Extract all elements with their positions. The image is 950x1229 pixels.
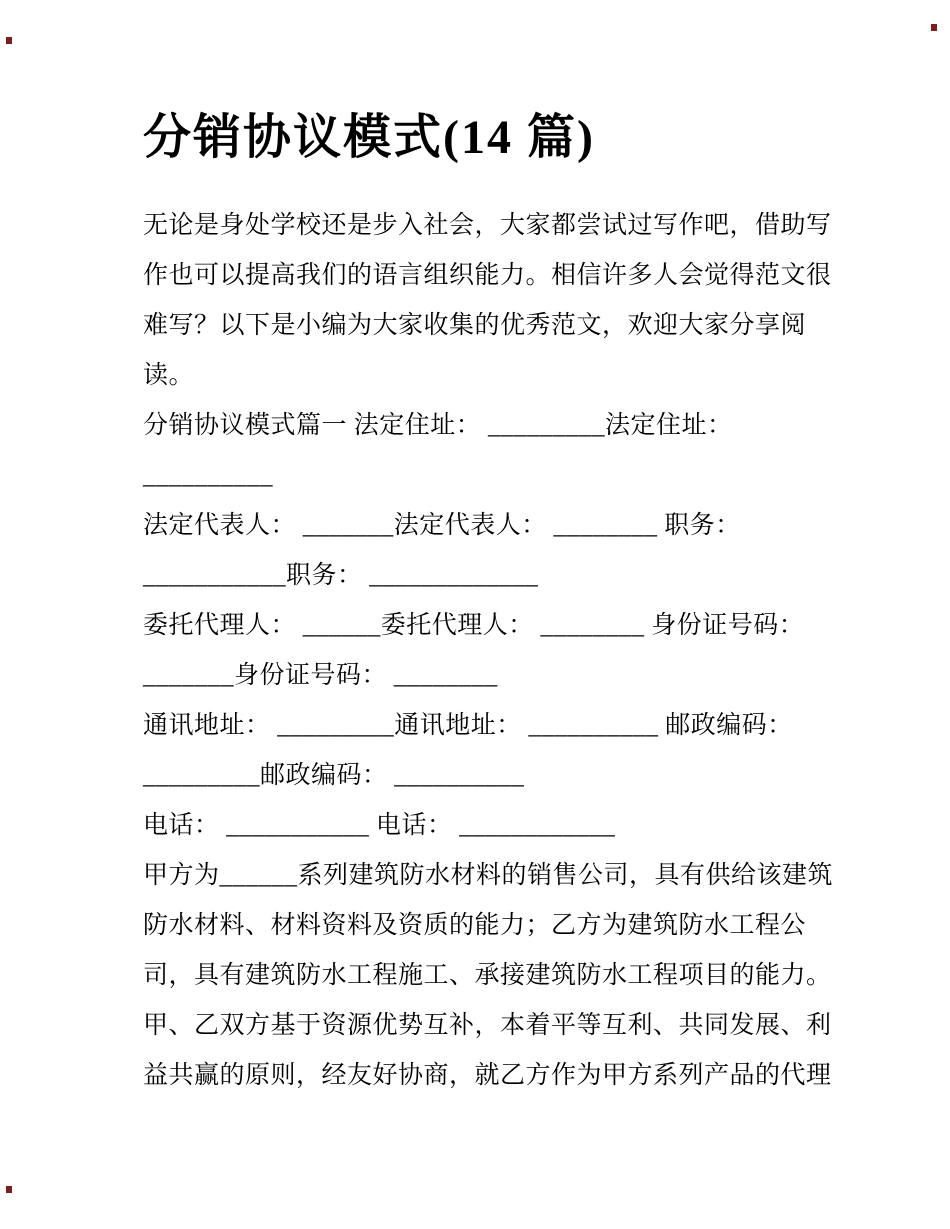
text-line: 委托代理人： ______委托代理人： ________ 身份证号码： [143, 612, 805, 639]
text-line: ___________职务： _____________ [143, 562, 539, 589]
text-line: 作也可以提高我们的语言组织能力。相信许多人会觉得范文很 [143, 262, 832, 289]
page-title: 分销协议模式(14 篇) [143, 111, 595, 164]
text-line: 甲、乙双方基于资源优势互补，本着平等互利、共同发展、利 [143, 1012, 832, 1039]
text-line: 益共赢的原则，经友好协商，就乙方作为甲方系列产品的代理 [143, 1062, 832, 1089]
text-line: __________ [143, 462, 273, 489]
text-line: _________邮政编码： __________ [143, 762, 525, 789]
text-line: 读。 [143, 362, 195, 389]
text-line: 无论是身处学校还是步入社会，大家都尝试过写作吧，借助写 [143, 212, 832, 239]
text-line: 分销协议模式篇一 法定住址： _________法定住址： [143, 412, 733, 439]
text-line: 防水材料、材料资料及资质的能力；乙方为建筑防水工程公 [143, 912, 807, 939]
text-line: 甲方为______系列建筑防水材料的销售公司，具有供给该建筑 [143, 862, 834, 889]
text-line: 电话： ___________ 电话： ____________ [143, 812, 616, 839]
corner-artifact-mark [6, 37, 12, 44]
document-body [143, 201, 834, 1101]
text-line: 难写？以下是小编为大家收集的优秀范文，欢迎大家分享阅 [143, 312, 807, 339]
corner-artifact-mark [931, 24, 937, 31]
text-line: 司，具有建筑防水工程施工、承接建筑防水工程项目的能力。 [143, 962, 832, 989]
corner-artifact-mark [6, 1186, 12, 1193]
text-line: _______身份证号码： ________ [143, 662, 498, 689]
text-line: 法定代表人： _______法定代表人： ________ 职务： [143, 512, 741, 539]
text-line: 通讯地址： _________通讯地址： __________ 邮政编码： [143, 712, 793, 739]
